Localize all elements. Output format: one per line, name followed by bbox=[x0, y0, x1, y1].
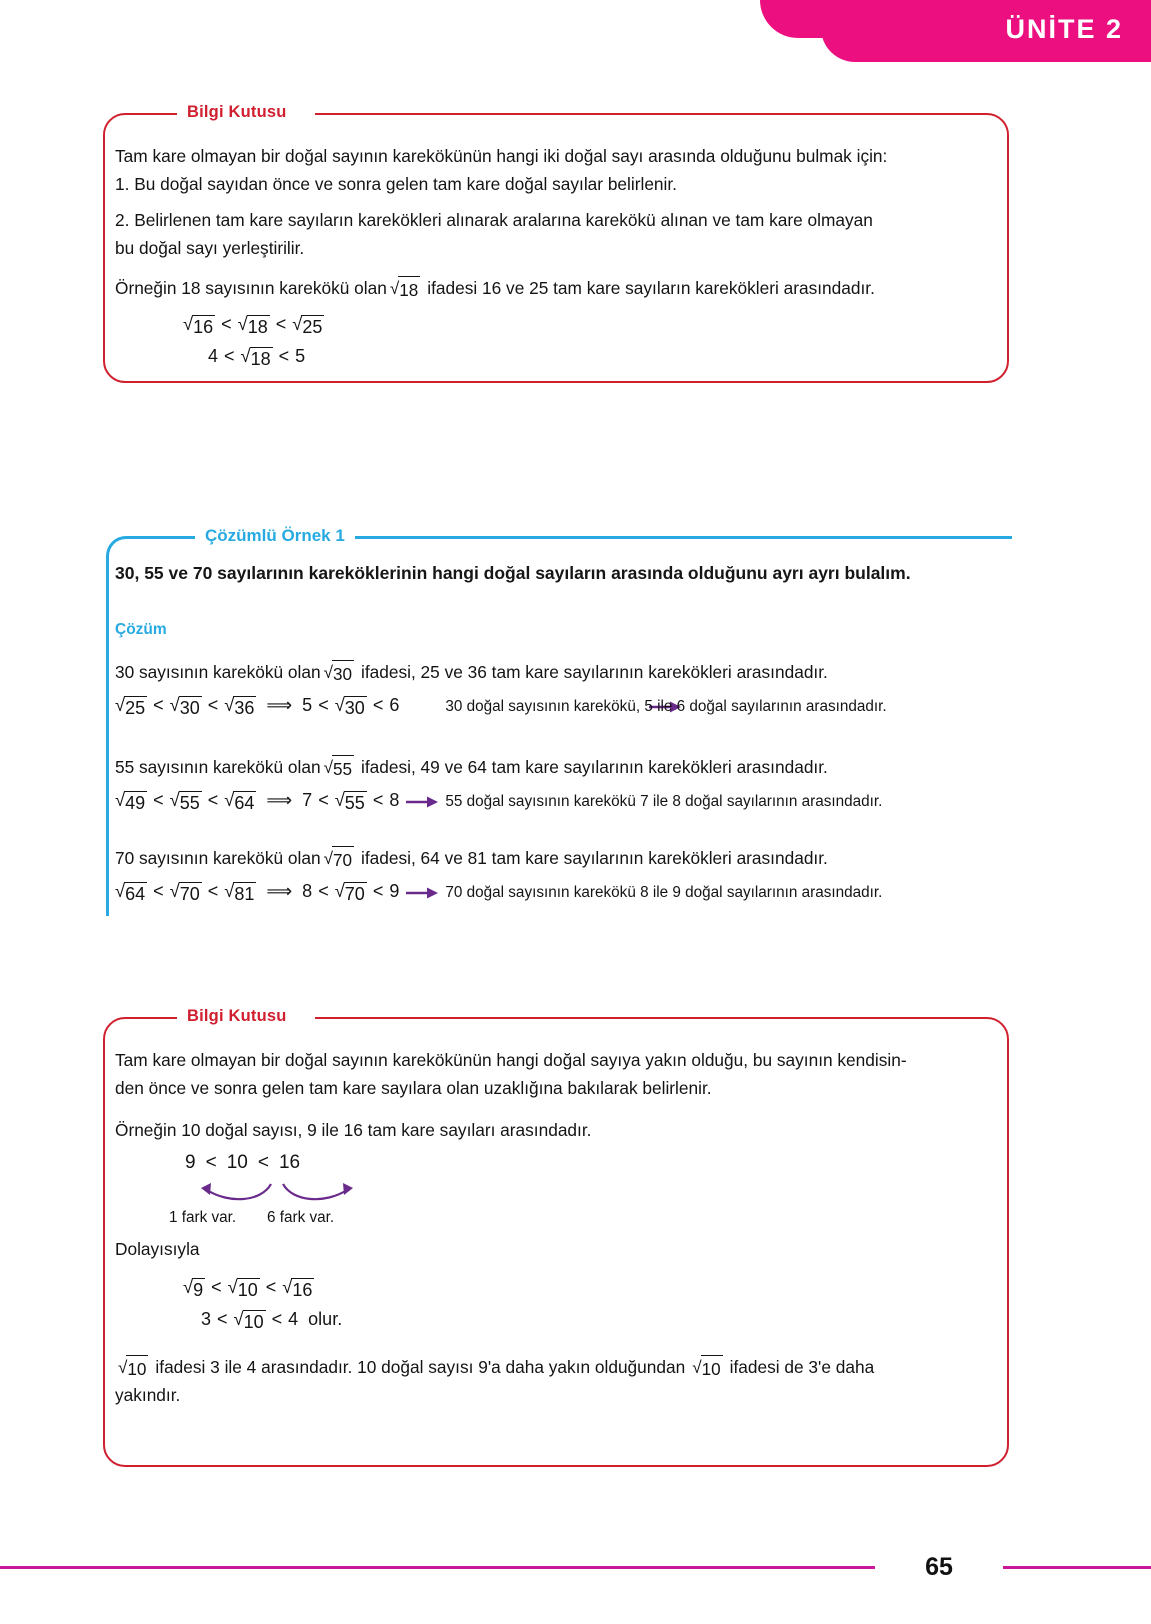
radicand-value: 18 bbox=[250, 348, 271, 369]
radical-glyph: √ bbox=[224, 880, 235, 902]
case-2-intro-before: 55 sayısının karekökü olan bbox=[115, 757, 321, 777]
implies-op: ⟹ bbox=[266, 881, 293, 901]
solved-example-legend: Çözümlü Örnek 1 bbox=[195, 526, 355, 546]
number-3: 3 bbox=[201, 1309, 212, 1329]
radical-glyph: √ bbox=[118, 1358, 128, 1377]
inline-sqrt-10-b bbox=[692, 1355, 722, 1383]
closing-mid-text: ifadesi 3 ile 4 arasındadır. 10 doğal sayısı 9'a daha yakın olduğundan bbox=[155, 1357, 686, 1377]
sqrt-30 bbox=[170, 696, 202, 719]
radical-glyph: √ bbox=[169, 880, 180, 902]
difference-arrows-icon bbox=[183, 1176, 383, 1210]
radical-glyph: √ bbox=[323, 663, 333, 682]
info-box-2-line-2: den önce ve sonra gelen tam kare sayılara olan uzaklığına bakılarak belirlenir. bbox=[115, 1078, 712, 1098]
info-box-1-math-line-1 bbox=[183, 314, 324, 338]
less-than-op: < bbox=[153, 881, 164, 901]
number-high: 6 bbox=[389, 695, 400, 715]
sqrt-64 bbox=[115, 882, 147, 905]
radicand-value: 25 bbox=[302, 316, 323, 337]
less-than-op: < bbox=[372, 790, 384, 810]
sqrt-64 bbox=[224, 791, 256, 814]
less-than-op: < bbox=[205, 1152, 217, 1173]
radical-glyph: √ bbox=[227, 1276, 238, 1298]
number-5: 5 bbox=[295, 346, 306, 366]
radicand-value: 16 bbox=[292, 1279, 313, 1300]
less-than-op: < bbox=[211, 1277, 222, 1297]
sqrt-70 bbox=[170, 882, 202, 905]
sqrt-30 bbox=[335, 696, 367, 719]
less-than-op: < bbox=[271, 1309, 283, 1329]
radicand-value: 55 bbox=[344, 792, 365, 813]
radicand-value: 81 bbox=[234, 883, 255, 904]
sqrt-36 bbox=[224, 696, 256, 719]
radicand-value: 18 bbox=[398, 276, 420, 304]
result-arrow-icon bbox=[405, 885, 439, 901]
case-2-intro bbox=[115, 754, 828, 783]
page-number: 65 bbox=[875, 1539, 1003, 1595]
sqrt-55 bbox=[335, 791, 367, 814]
case-3-inequality bbox=[115, 881, 882, 905]
radicand-value: 64 bbox=[125, 883, 146, 904]
info-box-1-legend: Bilgi Kutusu bbox=[177, 103, 297, 122]
case-1-inequality bbox=[115, 695, 887, 719]
sqrt-49 bbox=[115, 791, 147, 814]
inline-sqrt-70 bbox=[324, 846, 354, 874]
radicand-value: 10 bbox=[243, 1311, 264, 1332]
difference-label-1: 1 fark var. bbox=[169, 1209, 237, 1226]
radical-glyph: √ bbox=[224, 789, 235, 811]
number-left: 9 bbox=[185, 1152, 196, 1173]
radical-glyph: √ bbox=[240, 345, 251, 367]
info-box-2 bbox=[103, 1007, 1009, 1467]
case-2-inequality bbox=[115, 790, 882, 814]
radical-glyph: √ bbox=[183, 1276, 194, 1298]
info-box-2-math-line-1 bbox=[183, 1277, 314, 1301]
example-sentence-after: ifadesi 16 ve 25 tam kare sayıların karekökleri arasındadır. bbox=[427, 278, 875, 298]
radicand-value: 10 bbox=[237, 1279, 258, 1300]
number-4: 4 bbox=[288, 1309, 299, 1329]
example-question: 30, 55 ve 70 sayılarının kareköklerinin hangi doğal sayıların arasında olduğunu ayrı ayrı bulalım. bbox=[115, 563, 911, 583]
radicand-value: 10 bbox=[126, 1355, 148, 1383]
radicand-value: 64 bbox=[234, 792, 255, 813]
radical-glyph: √ bbox=[183, 313, 194, 335]
info-box-1-line-3: 2. Belirlenen tam kare sayıların karekökleri alınarak aralarına karekökü alınan ve tam kare olmayan bbox=[115, 210, 873, 230]
less-than-op: < bbox=[275, 314, 287, 334]
number-mid: 10 bbox=[226, 1152, 248, 1173]
olur-text: olur. bbox=[308, 1309, 343, 1329]
radical-glyph: √ bbox=[692, 1358, 702, 1377]
sqrt-9 bbox=[183, 1278, 205, 1301]
radical-glyph: √ bbox=[169, 694, 180, 716]
sqrt-16 bbox=[183, 315, 215, 338]
implies-op: ⟹ bbox=[266, 695, 293, 715]
less-than-op: < bbox=[372, 695, 384, 715]
sqrt-81 bbox=[224, 882, 256, 905]
less-than-op: < bbox=[278, 346, 290, 366]
case-1-conclusion: 30 doğal sayısının karekökü, 5 ile 6 doğal sayılarının arasındadır. bbox=[445, 698, 887, 715]
radicand-value: 30 bbox=[344, 697, 365, 718]
sqrt-10 bbox=[234, 1310, 266, 1333]
dolayisiyla-text: Dolayısıyla bbox=[115, 1239, 200, 1259]
radical-glyph: √ bbox=[115, 880, 126, 902]
number-high: 8 bbox=[389, 790, 400, 810]
radicand-value: 70 bbox=[332, 846, 354, 874]
radicand-value: 16 bbox=[193, 316, 214, 337]
radicand-value: 49 bbox=[125, 792, 146, 813]
case-1-intro bbox=[115, 659, 828, 688]
radicand-value: 36 bbox=[234, 697, 255, 718]
inline-sqrt-18 bbox=[390, 276, 420, 304]
info-box-2-line-1: Tam kare olmayan bir doğal sayının karekökünün hangi doğal sayıya yakın olduğu, bu sayının kendisin- bbox=[115, 1050, 907, 1070]
info-box-1-line-1: Tam kare olmayan bir doğal sayının karekökünün hangi iki doğal sayı arasında olduğunu bulmak için: bbox=[115, 146, 888, 166]
less-than-op: < bbox=[224, 346, 235, 366]
sqrt-18 bbox=[238, 315, 270, 338]
radical-glyph: √ bbox=[233, 1308, 244, 1330]
less-than-op: < bbox=[153, 695, 164, 715]
info-box-2-legend: Bilgi Kutusu bbox=[177, 1007, 297, 1026]
unit-header-banner bbox=[760, 0, 1151, 62]
example-topline-right bbox=[419, 536, 529, 539]
radicand-value: 10 bbox=[701, 1355, 723, 1383]
less-than-op: < bbox=[153, 790, 164, 810]
number-high: 9 bbox=[389, 881, 400, 901]
less-than-op: < bbox=[265, 1277, 277, 1297]
inline-sqrt-55 bbox=[324, 755, 354, 783]
radicand-value: 55 bbox=[332, 755, 354, 783]
less-than-op: < bbox=[257, 1152, 269, 1173]
info-box-1 bbox=[103, 103, 1009, 383]
radicand-value: 18 bbox=[247, 316, 268, 337]
closing-paragraph-line-1 bbox=[115, 1354, 874, 1383]
info-box-2-math-line-2 bbox=[201, 1309, 342, 1333]
case-1-intro-after: ifadesi, 25 ve 36 tam kare sayılarının karekökleri arasındadır. bbox=[361, 662, 828, 682]
implies-op: ⟹ bbox=[266, 790, 293, 810]
case-1-intro-before: 30 sayısının karekökü olan bbox=[115, 662, 321, 682]
closing-after-text: ifadesi de 3'e daha bbox=[729, 1357, 875, 1377]
info-box-1-line-2: 1. Bu doğal sayıdan önce ve sonra gelen tam kare doğal sayılar belirlenir. bbox=[115, 174, 677, 194]
info-box-1-math-line-2 bbox=[208, 346, 305, 370]
case-3-conclusion: 70 doğal sayısının karekökü 8 ile 9 doğal sayılarının arasındadır. bbox=[445, 884, 883, 901]
info-box-1-example-sentence bbox=[115, 275, 875, 304]
less-than-op: < bbox=[318, 695, 329, 715]
radical-glyph: √ bbox=[115, 694, 126, 716]
case-3-intro-after: ifadesi, 64 ve 81 tam kare sayılarının karekökleri arasındadır. bbox=[361, 848, 828, 868]
less-than-op: < bbox=[217, 1309, 228, 1329]
sqrt-18 bbox=[241, 347, 273, 370]
unit-title: ÜNİTE 2 bbox=[1005, 14, 1123, 44]
radicand-value: 70 bbox=[344, 883, 365, 904]
less-than-op: < bbox=[372, 881, 384, 901]
radical-glyph: √ bbox=[334, 694, 345, 716]
radical-glyph: √ bbox=[389, 279, 400, 298]
case-2-conclusion: 55 doğal sayısının karekökü 7 ile 8 doğal sayılarının arasındadır. bbox=[445, 793, 883, 810]
radicand-value: 70 bbox=[179, 883, 200, 904]
radical-glyph: √ bbox=[323, 758, 333, 777]
radical-glyph: √ bbox=[292, 313, 303, 335]
number-low: 8 bbox=[302, 881, 313, 901]
less-than-op: < bbox=[318, 790, 329, 810]
radical-glyph: √ bbox=[237, 313, 248, 335]
radicand-value: 30 bbox=[332, 660, 354, 688]
info-box-1-line-4: bu doğal sayı yerleştirilir. bbox=[115, 238, 305, 258]
case-3-intro bbox=[115, 845, 828, 874]
radical-glyph: √ bbox=[334, 789, 345, 811]
radicand-value: 9 bbox=[193, 1279, 204, 1300]
less-than-op: < bbox=[207, 790, 219, 810]
inline-sqrt-10-a bbox=[118, 1355, 148, 1383]
radical-glyph: √ bbox=[334, 880, 345, 902]
sqrt-16 bbox=[282, 1278, 314, 1301]
difference-label-2: 6 fark var. bbox=[267, 1209, 335, 1226]
page-number-capsule bbox=[875, 1539, 1003, 1595]
radicand-value: 30 bbox=[179, 697, 200, 718]
radical-glyph: √ bbox=[323, 849, 333, 868]
less-than-op: < bbox=[207, 695, 219, 715]
radical-glyph: √ bbox=[282, 1276, 293, 1298]
radical-glyph: √ bbox=[224, 694, 235, 716]
case-2-intro-after: ifadesi, 49 ve 64 tam kare sayılarının karekökleri arasındadır. bbox=[361, 757, 828, 777]
closing-paragraph-line-2: yakındır. bbox=[115, 1385, 181, 1405]
info-box-2-example-sentence: Örneğin 10 doğal sayısı, 9 ile 16 tam kare sayıları arasındadır. bbox=[115, 1120, 592, 1140]
inline-sqrt-30 bbox=[324, 660, 354, 688]
solved-example-box bbox=[106, 526, 1012, 916]
sqrt-10 bbox=[228, 1278, 260, 1301]
less-than-op: < bbox=[207, 881, 219, 901]
sqrt-55 bbox=[170, 791, 202, 814]
example-sentence-before: Örneğin 18 sayısının karekökü olan bbox=[115, 278, 387, 298]
sqrt-25 bbox=[292, 315, 324, 338]
radicand-value: 25 bbox=[125, 697, 146, 718]
solution-label: Çözüm bbox=[115, 621, 167, 638]
sqrt-25 bbox=[115, 696, 147, 719]
radical-glyph: √ bbox=[169, 789, 180, 811]
result-arrow-icon bbox=[405, 794, 439, 810]
radicand-value: 55 bbox=[179, 792, 200, 813]
sqrt-70 bbox=[335, 882, 367, 905]
number-low: 7 bbox=[302, 790, 313, 810]
number-right: 16 bbox=[278, 1152, 301, 1173]
number-low: 5 bbox=[302, 695, 313, 715]
number-4: 4 bbox=[208, 346, 219, 366]
case-3-intro-before: 70 sayısının karekökü olan bbox=[115, 848, 321, 868]
number-comparison-line bbox=[185, 1152, 300, 1174]
radical-glyph: √ bbox=[115, 789, 126, 811]
less-than-op: < bbox=[221, 314, 232, 334]
less-than-op: < bbox=[318, 881, 329, 901]
